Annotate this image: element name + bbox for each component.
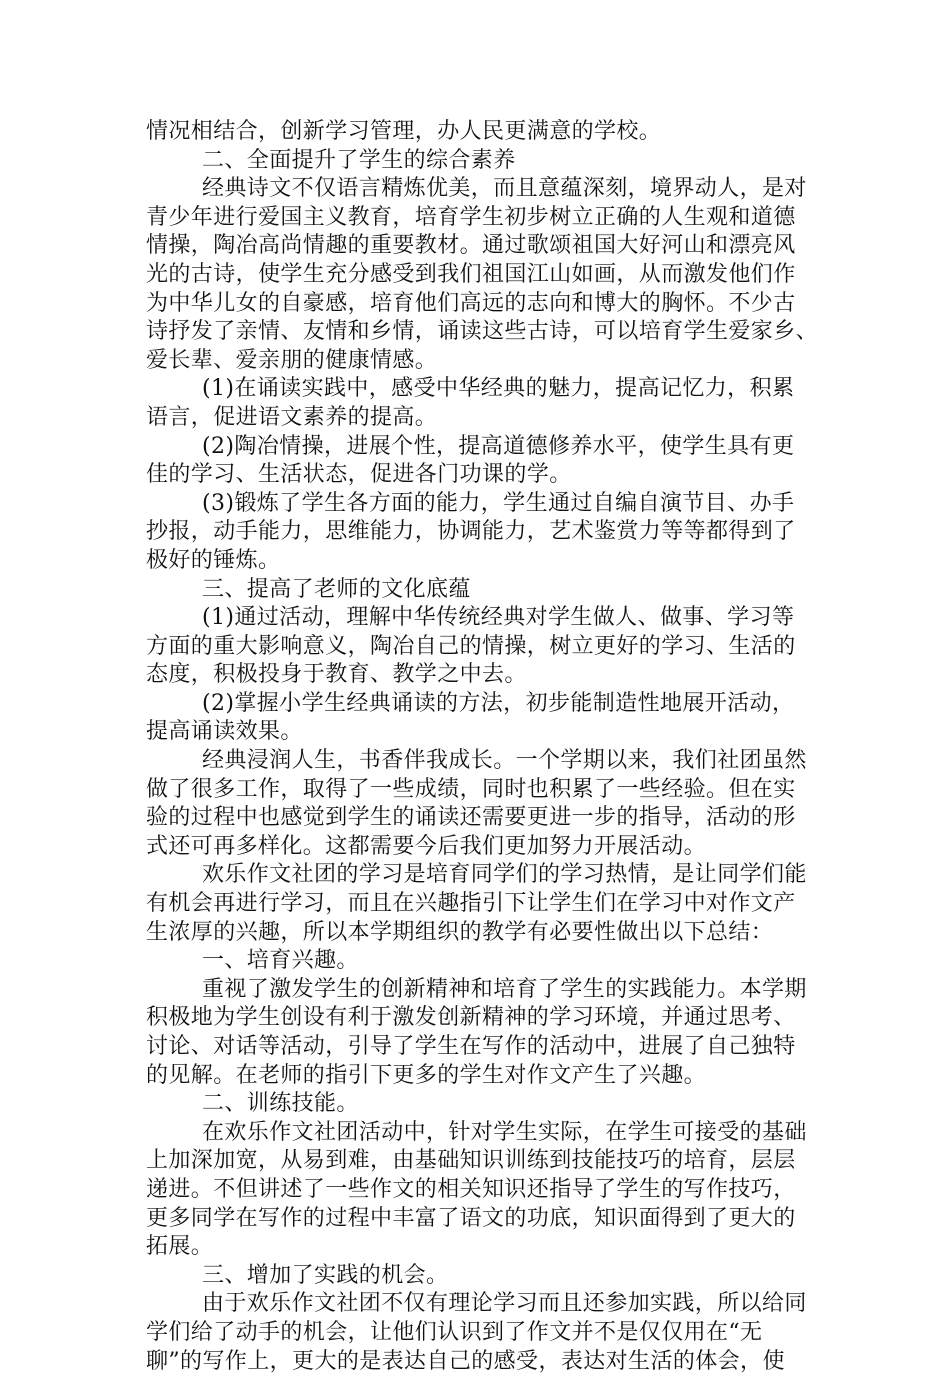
paragraph-first-line: (1)通过活动，理解中华传统经典对学生做人、做事、学习等 [202, 605, 795, 631]
paragraph-line: 递进。不但讲述了一些作文的相关知识还指导了学生的写作技巧， [146, 1176, 796, 1202]
paragraph-line: 式还可再多样化。这都需要今后我们更加努力开展活动。 [146, 833, 707, 859]
paragraph-first-line: 三、提高了老师的文化底蕴 [202, 576, 471, 602]
paragraph-line: 提高诵读效果。 [146, 719, 303, 745]
paragraph-first-line: (1)在诵读实践中，感受中华经典的魅力，提高记忆力，积累 [202, 376, 795, 402]
paragraph-first-line: 在欢乐作文社团活动中，针对学生实际，在学生可接受的基础 [202, 1119, 807, 1145]
paragraph-first-line: (2)陶冶情操，进展个性，提高道德修养水平，使学生具有更 [202, 433, 795, 459]
paragraph-line: 有机会再进行学习，而且在兴趣指引下让学生们在学习中对作文产 [146, 891, 796, 917]
paragraph-line: 态度，积极投身于教育、教学之中去。 [146, 662, 527, 688]
paragraph-line: 爱长辈、爱亲朋的健康情感。 [146, 347, 438, 373]
paragraph-first-line: 三、增加了实践的机会。 [202, 1262, 449, 1288]
paragraph-line: 光的古诗，使学生充分感受到我们祖国江山如画，从而激发他们作 [146, 261, 796, 287]
paragraph-line: 情况相结合，创新学习管理，办人民更满意的学校。 [146, 119, 662, 144]
paragraph-first-line: 二、训练技能。 [202, 1091, 359, 1117]
paragraph-line: 诗抒发了亲情、友情和乡情，诵读这些古诗，可以培育学生爱家乡、 [146, 319, 819, 345]
paragraph-line: 方面的重大影响意义，陶冶自己的情操，树立更好的学习、生活的 [146, 633, 796, 659]
paragraph-first-line: 由于欢乐作文社团不仅有理论学习而且还参加实践，所以给同 [202, 1291, 807, 1317]
paragraph-line: 积极地为学生创设有利于激发创新精神的学习环境，并通过思考、 [146, 1005, 796, 1031]
paragraph-line: 学们给了动手的机会，让他们认识到了作文并不是仅仅用在“无 [146, 1319, 763, 1345]
paragraph-line: 生浓厚的兴趣，所以本学期组织的教学有必要性做出以下总结： [146, 919, 774, 945]
paragraph-line: 聊”的写作上，更大的是表达自己的感受，表达对生活的体会，使 [146, 1348, 785, 1374]
paragraph-line: 拓展。 [146, 1234, 214, 1260]
paragraph-line: 情操，陶冶高尚情趣的重要教材。通过歌颂祖国大好河山和漂亮风 [146, 233, 796, 259]
paragraph-line: 抄报，动手能力，思维能力，协调能力，艺术鉴赏力等等都得到了 [146, 519, 796, 545]
paragraph-first-line: 经典诗文不仅语言精炼优美，而且意蕴深刻，境界动人，是对 [202, 176, 807, 202]
paragraph-first-line: 欢乐作文社团的学习是培育同学们的学习热情，是让同学们能 [202, 862, 807, 888]
paragraph-first-line: 重视了激发学生的创新精神和培育了学生的实践能力。本学期 [202, 976, 807, 1002]
paragraph-line: 讨论、对话等活动，引导了学生在写作的活动中，进展了自己独特 [146, 1034, 796, 1059]
paragraph-line: 验的过程中也感觉到学生的诵读还需要更进一步的指导，活动的形 [146, 805, 796, 831]
paragraph-first-line: (3)锻炼了学生各方面的能力，学生通过自编自演节目、办手 [202, 490, 795, 516]
paragraph-line: 极好的锤炼。 [146, 547, 281, 573]
paragraph-line: 的见解。在老师的指引下更多的学生对作文产生了兴趣。 [146, 1062, 707, 1088]
paragraph-line: 青少年进行爱国主义教育，培育学生初步树立正确的人生观和道德 [146, 204, 796, 230]
paragraph-first-line: 二、全面提升了学生的综合素养 [202, 147, 516, 173]
paragraph-line: 为中华儿女的自豪感，培育他们高远的志向和博大的胸怀。不少古 [146, 290, 796, 316]
paragraph-first-line: (2)掌握小学生经典诵读的方法，初步能制造性地展开活动， [202, 690, 795, 716]
paragraph-line: 佳的学习、生活状态，促进各门功课的学。 [146, 462, 572, 488]
paragraph-line: 语言，促进语文素养的提高。 [146, 404, 438, 430]
paragraph-first-line: 经典浸润人生，书香伴我成长。一个学期以来，我们社团虽然 [202, 748, 807, 774]
document-body [146, 118, 819, 1376]
paragraph-line: 做了很多工作，取得了一些成绩，同时也积累了一些经验。但在实 [146, 776, 796, 802]
paragraph-first-line: 一、培育兴趣。 [202, 948, 359, 974]
paragraph-line: 更多同学在写作的过程中丰富了语文的功底，知识面得到了更大的 [146, 1205, 796, 1231]
paragraph-line: 上加深加宽，从易到难，由基础知识训练到技能技巧的培育，层层 [146, 1148, 796, 1174]
